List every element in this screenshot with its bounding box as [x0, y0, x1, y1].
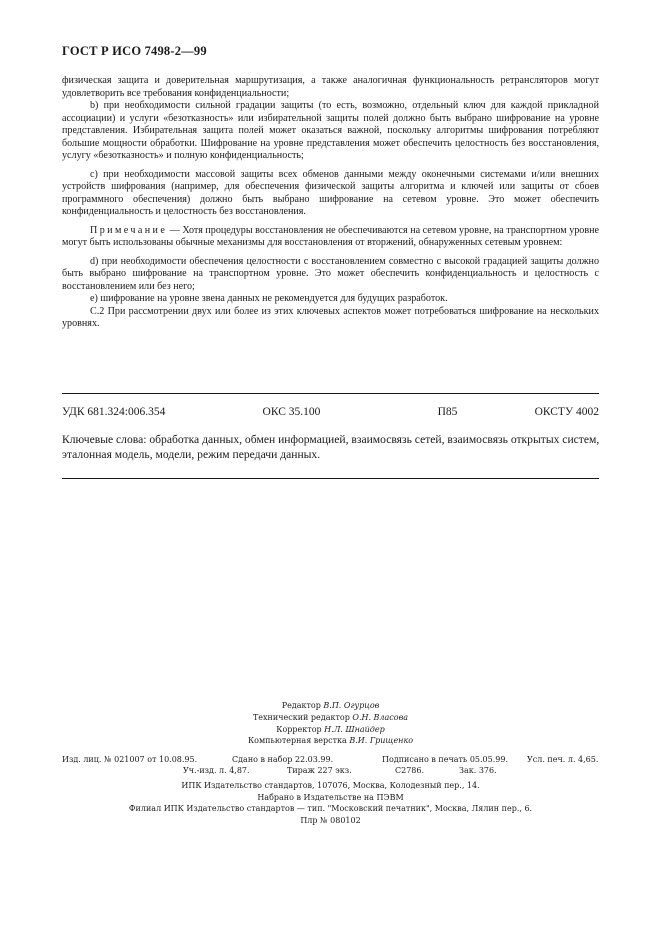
body-text: [62, 75, 599, 331]
tech-editor-name: О.Н. Власова: [352, 712, 409, 722]
paragraph-item-e: e) шифрование на уровне звена данных не рекомендуется для будущих разработок.: [90, 293, 448, 304]
tech-editor-role: Технический редактор: [252, 712, 353, 722]
print-run: Тираж 227 экз.: [287, 766, 352, 775]
publisher-line-3: Филиал ИПК Издательство стандартов — тип. "Московский печатник", Москва, Лялин пер., 6.: [128, 804, 533, 813]
editor-role: Редактор: [281, 701, 324, 710]
p85-code: П85: [437, 406, 458, 418]
publisher-info: [62, 780, 599, 826]
publisher-line-1: ИПК Издательство стандартов, 107076, Москва, Колодезный пер., 14.: [181, 781, 480, 790]
udk-code: УДК 681.324:006.354: [62, 406, 166, 418]
corrector-line: [62, 724, 599, 736]
paragraph-continuation: физическая защита и доверительная маршрутизация, а также аналогичная функциональность ретрансляторов могут удовлетворить все требования конфиденциальности;: [62, 75, 599, 99]
staff-credits: [62, 700, 599, 747]
print-sheets: Усл. печ. л. 4,65.: [527, 755, 599, 764]
paragraph-c2: С.2 При рассмотрении двух или более из этих ключевых аспектов может потребоваться шифрование на нескольких уровнях.: [62, 305, 599, 329]
paragraph-item-b: b) при необходимости сильной градации защиты (то есть, возможно, отдельный ключ для каждой прикладной ассоциации) и услуги «безотказность» или избирательной защиты полей должно быть выбрано шифрование на уровне представления. Избирательная защита полей может оказаться важной, поскольку алгоритмы шифрования потребляют большие мощности обработки. Шифрование на уровне представления может обеспечить целостность без восстановления, услугу «безотказность» и полную конфиденциальность;: [62, 100, 599, 161]
publisher-line-2: Набрано в Издательстве на ПЭВМ: [257, 792, 404, 802]
corrector-role: Корректор: [276, 724, 325, 734]
c-code: С2786.: [395, 766, 425, 775]
editor-name: В.П. Огурцов: [323, 701, 380, 710]
divider-bottom: [62, 478, 599, 479]
license-number: Изд. лиц. № 021007 от 10.08.95.: [62, 755, 198, 764]
signed-date: Подписано в печать 05.05.99.: [382, 755, 508, 764]
submitted-date: Сдано в набор 22.03.99.: [232, 755, 334, 764]
keywords: Ключевые слова: обработка данных, обмен информацией, взаимосвязь сетей, взаимосвязь открытых систем, эталонная модель, модели, режим передачи данных.: [62, 433, 600, 461]
note-paragraph: [62, 225, 599, 250]
okstu-code: ОКСТУ 4002: [534, 406, 599, 418]
note-text: — Хотя процедуры восстановления не обеспечиваются на сетевом уровне, на транспортном уровне могут быть использованы обычные механизмы для восстановления от вторжений, обнаруженных сетевым уровнем:: [62, 224, 599, 248]
editor-line: [62, 700, 599, 712]
page-header-doc-code: ГОСТ Р ИСО 7498-2—99: [62, 44, 207, 58]
tech-editor-line: [62, 712, 599, 724]
oks-code: ОКС 35.100: [262, 406, 321, 418]
layout-name: В.И. Грищенко: [349, 736, 414, 746]
layout-role: Компьютерная верстка: [247, 736, 350, 746]
edu-sheets: Уч.-изд. л. 4,87.: [183, 766, 250, 775]
corrector-name: Н.Л. Шнайдер: [324, 724, 385, 734]
publisher-line-4: Плр № 080102: [300, 815, 361, 825]
note-label: Примечание: [90, 224, 168, 236]
order-number: Зак. 376.: [459, 766, 497, 775]
classification-codes: [62, 406, 599, 418]
layout-line: [62, 735, 599, 747]
divider-top: [62, 393, 599, 394]
paragraph-item-d: d) при необходимости обеспечения целостности с восстановлением совместно с высокой градацией защиты должно быть выбрано шифрование на транспортном уровне. Это может обеспечить конфиденциальность и целостность с восстановлением или без него;: [62, 255, 599, 292]
paragraph-item-c: c) при необходимости массовой защиты всех обменов данными между оконечными системами и/или внешних устройств шифрования (например, для обеспечения физической защиты алгоритма и ключей или защиты от сбоев программного обеспечения) должно быть выбрано шифрование на сетевом уровне. Это может обеспечить конфиденциальность и целостность без восстановления.: [62, 168, 599, 217]
